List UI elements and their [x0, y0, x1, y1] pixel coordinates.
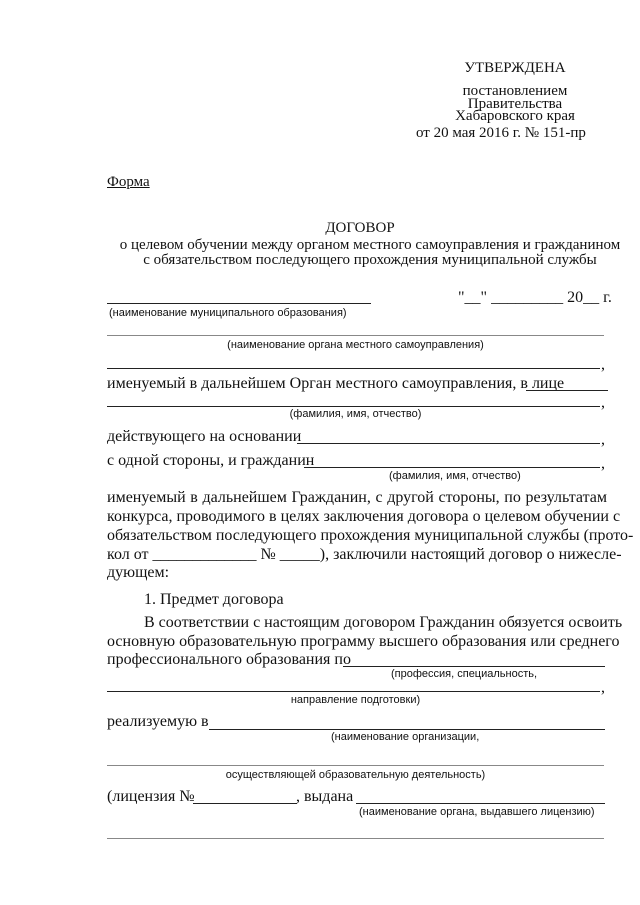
section-heading: 1. Предмет договора: [144, 591, 284, 608]
fio-caption: (фамилия, имя, отчество): [289, 408, 422, 420]
profession-caption: (профессия, специальность,: [391, 668, 538, 680]
citizen-field[interactable]: [304, 467, 600, 468]
date-field[interactable]: "__" _________ 20__ г.: [458, 289, 612, 306]
approval-line: постановлением: [462, 83, 568, 99]
document-subtitle: о целевом обучении между органом местного самоуправления и гражданином: [119, 237, 621, 253]
license-issuer-field[interactable]: [356, 803, 605, 804]
profession-field-2[interactable]: [107, 691, 600, 692]
issued-by-text: , выдана: [296, 788, 354, 805]
paragraph-line: основную образовательную программу высшего образования или среднего: [107, 633, 620, 650]
comma: ,: [601, 455, 605, 472]
approval-date: от 20 мая 2016 г. № 151-пр: [416, 125, 586, 141]
document-title: ДОГОВОР: [325, 220, 395, 236]
organization-field[interactable]: [209, 729, 605, 730]
form-label: Форма: [107, 174, 150, 190]
basis-field[interactable]: [297, 443, 600, 444]
representative-field[interactable]: [526, 390, 608, 391]
paragraph-line: дующем:: [107, 564, 170, 581]
fio-caption: (фамилия, имя, отчество): [389, 470, 521, 482]
realized-in-text: реализуемую в: [107, 713, 209, 730]
license-org-caption: (наименование органа, выдавшего лицензию): [359, 806, 595, 818]
municipality-caption: (наименование муниципального образования): [109, 307, 347, 319]
municipality-field[interactable]: [107, 303, 371, 304]
representative-field-2[interactable]: [107, 406, 600, 407]
comma: ,: [601, 356, 605, 373]
paragraph-line: именуемый в дальнейшем Гражданин, с другой стороны, по результатам: [107, 489, 607, 506]
license-number-field[interactable]: [193, 803, 297, 804]
paragraph-line: В соответствии с настоящим договором Гражданин обязуется освоить: [144, 614, 623, 631]
authority-field[interactable]: [107, 335, 604, 336]
document-subtitle: с обязательством последующего прохождения муниципальной службы: [143, 252, 597, 268]
organization-caption: (наименование организации,: [331, 731, 480, 743]
approval-title: УТВЕРЖДЕНА: [464, 60, 566, 76]
direction-caption: направление подготовки): [290, 694, 421, 706]
paragraph-line: кол от _____________ № _____), заключили настоящий договор о нижесле-: [107, 546, 622, 563]
license-issuer-field-2[interactable]: [107, 838, 604, 839]
authority-field-2[interactable]: [107, 368, 600, 369]
comma: ,: [601, 394, 605, 411]
license-text: (лицензия №: [107, 788, 195, 805]
named-authority-text: именуемый в дальнейшем Орган местного самоуправления, в лице: [107, 375, 565, 392]
edu-activity-caption: осуществляющей образовательную деятельность): [225, 769, 486, 781]
approval-line: Хабаровского края: [455, 108, 575, 124]
paragraph-line: обязательством последующего прохождения муниципальной службы (прото-: [107, 527, 634, 544]
acting-basis-text: действующего на основании: [107, 428, 302, 445]
one-side-text: с одной стороны, и гражданин: [107, 452, 315, 469]
paragraph-line: конкурса, проводимого в целях заключения договора о целевом обучении с: [107, 508, 621, 525]
authority-caption: (наименование органа местного самоуправления): [227, 339, 484, 351]
comma: ,: [601, 431, 605, 448]
paragraph-line: профессионального образования по: [107, 651, 351, 668]
profession-field[interactable]: [343, 666, 605, 667]
comma: ,: [601, 679, 605, 696]
approval-line: Правительства: [467, 96, 563, 112]
organization-field-2[interactable]: [107, 765, 604, 766]
